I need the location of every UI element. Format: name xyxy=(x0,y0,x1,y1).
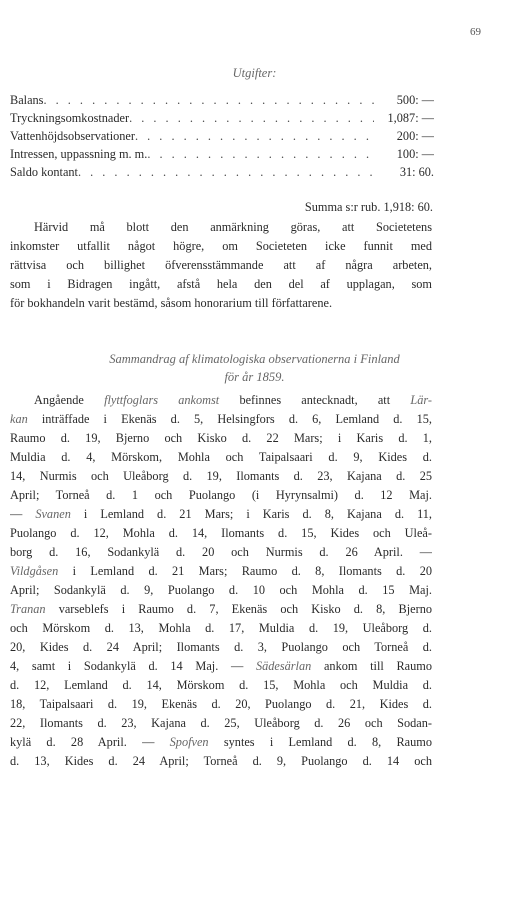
section-heading-line: Sammandrag af klimatologiska observationerna i Finland xyxy=(109,352,400,366)
italic-run: Vildgåsen xyxy=(10,564,59,578)
leader-dots xyxy=(129,109,374,127)
text-line: 18, Taipalsaari d. 19, Ekenäs d. 20, Puolango d. 21, Kides d. xyxy=(10,697,432,711)
text-line xyxy=(10,600,432,619)
text-run: — xyxy=(10,507,36,521)
text-run: i Lemland d. 21 Mars; i Karis d. 8, Kajana d. 11, xyxy=(70,507,432,521)
text-run: Angående xyxy=(34,393,105,407)
text-line: April; Sodankylä d. 9, Puolango d. 10 och Mohla d. 15 Maj. xyxy=(10,583,432,597)
section-heading-line: för år 1859. xyxy=(224,370,285,384)
leader-dots xyxy=(43,91,374,109)
ledger-amount: 1,087: — xyxy=(387,111,434,125)
italic-run: Tranan xyxy=(10,602,46,616)
ledger-amount: 31: 60. xyxy=(399,165,434,179)
page-number: 69 xyxy=(470,26,481,38)
ledger-amount: 500: — xyxy=(396,93,434,107)
section-title: Utgifter: xyxy=(232,66,277,80)
italic-run: Lär- xyxy=(410,393,432,407)
ledger-label: Intressen, uppassning m. m. xyxy=(10,147,148,161)
text-line: inkomster utfallit något högre, om Societeten icke funnit med xyxy=(10,239,432,253)
text-line: och Mörskom d. 13, Mohla d. 17, Muldia d. 19, Uleåborg d. xyxy=(10,621,432,635)
text-line: d. 13, Kides d. 24 April; Torneå d. 9, Puolango d. 14 och xyxy=(10,754,432,768)
italic-run: flyttfoglars ankomst xyxy=(104,393,220,407)
ledger-row xyxy=(10,91,434,109)
text-run: i Lemland d. 21 Mars; Raumo d. 8, Ilomants d. 20 xyxy=(58,564,432,578)
ledger-label: Balans xyxy=(10,93,44,107)
text-line: April; Torneå d. 1 och Puolango (i Hyrynsalmi) d. 12 Maj. xyxy=(10,488,432,502)
text-run: ankom till Raumo xyxy=(311,659,432,673)
ledger-label: Vattenhöjdsobservationer xyxy=(10,129,135,143)
ledger-amount: 200: — xyxy=(396,129,434,143)
section-heading xyxy=(0,350,509,386)
text-line xyxy=(10,733,432,752)
text-run: kylä d. 28 April. — xyxy=(10,735,170,749)
text-line: rättvisa och billighet öfverensstämmande att af några arbeten, xyxy=(10,258,432,272)
note-paragraph xyxy=(10,218,432,313)
summa-total: Summa s:r rub. 1,918: 60. xyxy=(304,200,433,214)
leader-dots xyxy=(147,145,374,163)
text-line: för bokhandeln varit bestämd, såsom honorarium till författarene. xyxy=(10,296,333,310)
text-line xyxy=(10,657,432,676)
ledger-row xyxy=(10,109,434,127)
italic-run: Spofven xyxy=(169,735,209,749)
ledger-row xyxy=(10,163,434,181)
italic-run: Svanen xyxy=(35,507,71,521)
body-paragraph xyxy=(10,391,432,771)
ledger-row xyxy=(10,145,434,163)
italic-run: kan xyxy=(10,412,28,426)
leader-dots xyxy=(78,163,374,181)
leader-dots xyxy=(135,127,374,145)
text-run: syntes i Lemland d. 8, Raumo xyxy=(208,735,432,749)
text-line: som i Bidragen ingått, afstå hela den del af upplagan, som xyxy=(10,277,432,291)
text-line: Härvid må blott den anmärkning göras, att Societetens xyxy=(34,220,432,234)
ledger-label: Saldo kontant xyxy=(10,165,78,179)
italic-run: Sädesärlan xyxy=(255,659,312,673)
text-line: d. 12, Lemland d. 14, Mörskom d. 15, Mohla och Muldia d. xyxy=(10,678,432,692)
text-line: 22, Ilomants d. 23, Kajana d. 25, Uleåborg d. 26 och Sodan- xyxy=(10,716,432,730)
text-run: inträffade i Ekenäs d. 5, Helsingfors d. 6, Lemland d. 15, xyxy=(27,412,432,426)
text-line xyxy=(10,562,432,581)
ledger-amount: 100: — xyxy=(396,147,434,161)
text-line: 20, Kides d. 24 April; Ilomants d. 3, Puolango och Torneå d. xyxy=(10,640,432,654)
text-line: 14, Nurmis och Uleåborg d. 19, Ilomants d. 23, Kajana d. 25 xyxy=(10,469,432,483)
text-line: Muldia d. 4, Mörskom, Mohla och Taipalsaari d. 9, Kides d. xyxy=(10,450,432,464)
text-run: varseblefs i Raumo d. 7, Ekenäs och Kisko d. 8, Bjerno xyxy=(45,602,432,616)
text-line xyxy=(10,391,432,410)
ledger-row xyxy=(10,127,434,145)
text-line: Raumo d. 19, Bjerno och Kisko d. 22 Mars; i Karis d. 1, xyxy=(10,431,432,445)
text-line: borg d. 16, Sodankylä d. 20 och Nurmis d. 26 April. — xyxy=(10,545,432,559)
ledger-label: Tryckningsomkostnader xyxy=(10,111,130,125)
text-run: 4, samt i Sodankylä d. 14 Maj. — xyxy=(10,659,256,673)
text-line: Puolango d. 12, Mohla d. 14, Ilomants d. 15, Kides och Uleå- xyxy=(10,526,432,540)
text-line xyxy=(10,410,432,429)
text-line xyxy=(10,505,432,524)
expense-ledger xyxy=(10,91,434,181)
text-run: befinnes antecknadt, att xyxy=(219,393,411,407)
